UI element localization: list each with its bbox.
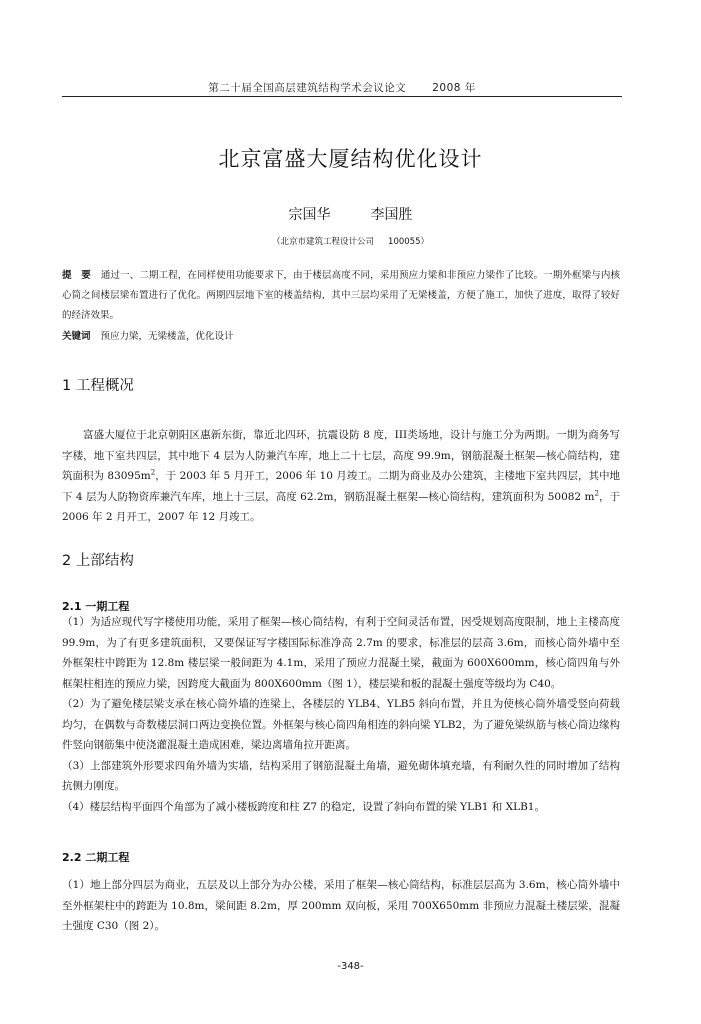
affiliation: [0, 235, 701, 247]
subsection-heading-2-2: 2.2 二期工程: [62, 851, 130, 864]
abstract-label: 提 要: [62, 270, 91, 281]
list-item: （2）为了避免楼层梁支承在核心筒外墙的连梁上，各楼层的 YLB4、YLB5 斜向布置，并且为使核心筒外墙受竖向荷载均匀，在偶数与奇数楼层洞口两边变换位置。外框架与核心筒四角相连的斜向梁 YLB2，为了避免梁纵筋与核心筒边缘构件竖向钢筋集中使浇灌混凝土造成困难，梁边离墙角拉开距离。: [62, 698, 620, 751]
keywords-label: 关键词: [62, 331, 91, 342]
keywords-text: 预应力梁，无梁楼盖，优化设计: [100, 331, 234, 342]
list-item: （1）地上部分四层为商业，五层及以上部分为办公楼，采用了框架—核心筒结构，标准层层高为 3.6m，核心筒外墙中至外框架柱中的跨距为 10.8m，梁间距 8.2m，厚 200mm 双向板，采用 700X650mm 非预应力混凝土楼层梁，混凝土强度 C30（图 2）。: [62, 879, 620, 932]
list-item: （1）为适应现代写字楼使用功能，采用了框架—核心筒结构，有利于空间灵活布置，因受规划高度限制，地上主楼高度 99.9m，为了有更多建筑面积，又要保证写字楼国际标准净高 2.7m 的要求，标准层的层高 3.6m，而核心筒外墙中至外框架柱中跨距为 12.8m 楼层梁一般间距为 4.1m，采用了预应力混凝土梁，截面为 600X600mm，核心筒四角与外框架柱相连的预应力梁，因跨度大截面为 800X600mm（图 1），楼层梁和板的混凝土强度等级均为 C40。: [62, 616, 620, 690]
subsection-heading-2-1: 2.1 一期工程: [62, 600, 130, 613]
header-rule: [62, 96, 622, 97]
abstract-text: 通过一、二期工程，在同样使用功能要求下，由于楼层高度不同，采用预应力梁和非预应力梁作了比较。一期外框梁与内核心筒之间楼层梁布置进行了优化。两期四层地下室的楼盖结构，其中三层均采用了无梁楼盖，方便了施工，加快了进度，取得了较好的经济效果。: [62, 270, 620, 321]
affiliation-zip: 100055）: [388, 237, 429, 247]
running-header: [62, 80, 622, 95]
subsection-2-1-body: [62, 612, 620, 817]
section-heading-2: 2 上部结构: [62, 553, 134, 569]
section-heading-1: 1 工程概况: [62, 378, 134, 394]
section-1-paragraph: 富盛大厦位于北京朝阳区惠新东街，靠近北四环，抗震设防 8 度，III类场地，设计与施工分为两期。一期为商务写字楼，地下室共四层，其中地下 4 层为人防兼汽车库，地上二十七层，高度 99.9m，钢筋混凝土框架—核心筒结构，建筑面积为 $83095m^2$，于 2003 年 5 月开工，2006 年 10 月竣工。二期为商业及办公建筑，主楼地下室共四层，其中地下 4 层为人防物资库兼汽车库，地上十三层，高度 62.2m，钢筋混凝土框架—核心筒结构，建筑面积为 50082 $m^2$，于 2006 年 2 月开工，2007 年 12 月竣工。: [62, 429, 621, 523]
header-year: 2008 年: [432, 82, 476, 94]
keywords: [62, 327, 620, 348]
paper-title: 北京富盛大厦结构优化设计: [218, 147, 483, 171]
list-item: （4）楼层结构平面四个角部为了减小楼板跨度和柱 Z7 的稳定，设置了斜向布置的梁 YLB1 和 XLB1。: [62, 800, 545, 813]
author-list: [0, 204, 701, 224]
subsection-2-2-body: [62, 875, 620, 937]
conference-name: 第二十届全国高层建筑结构学术会议论文: [208, 82, 407, 94]
abstract: [62, 266, 620, 326]
page-number: -348-: [337, 961, 364, 972]
affiliation-org: （北京市建筑工程设计公司: [272, 237, 375, 247]
author-2: 李国胜: [370, 207, 413, 223]
author-1: 宗国华: [288, 207, 331, 223]
list-item: （3）上部建筑外形要求四角外墙为实墙，结构采用了钢筋混凝土角墙，避免砌体填充墙，有利耐久性的同时增加了结构抗侧力刚度。: [62, 759, 620, 792]
